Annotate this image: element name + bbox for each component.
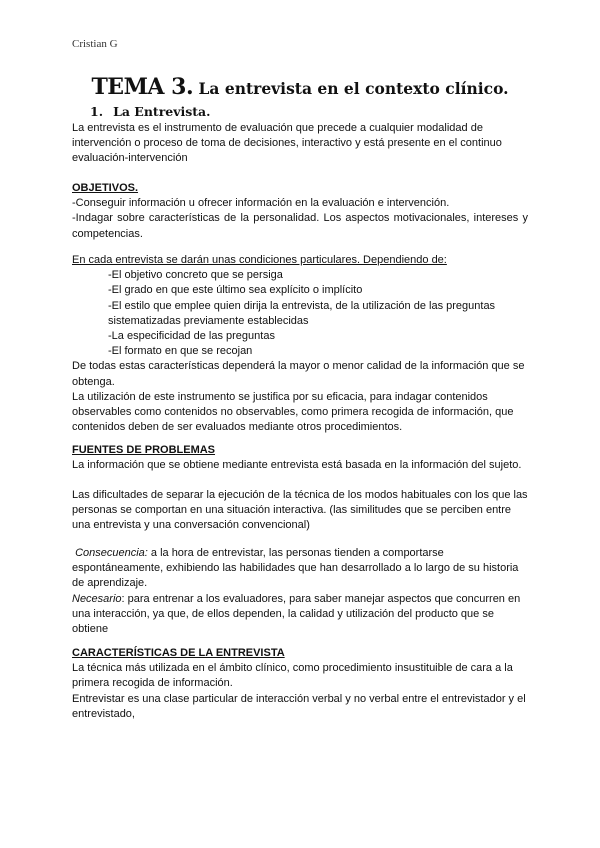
objetivos-item: -Conseguir información u ofrecer información en la evaluación e intervención.	[72, 197, 450, 210]
objetivos-item: -Indagar sobre características de la personalidad. Los aspectos motivacionales, intereses y competencias.	[72, 212, 528, 240]
caracteristicas-paragraph: Entrevistar es una clase particular de interacción verbal y no verbal entre el entrevistador y el entrevistado,	[72, 692, 526, 720]
objetivos-block	[72, 181, 528, 242]
necesario-paragraph	[72, 592, 528, 638]
caracteristicas-paragraph: La técnica más utilizada en el ámbito clínico, como procedimiento insustituible de cara a la primera recogida de información.	[72, 662, 513, 690]
intro-paragraph: La entrevista es el instrumento de evaluación que precede a cualquier modalidad de intervención o proceso de toma de decisiones, interactivo y está presente en el continuo evaluación-intervención	[72, 122, 502, 165]
necesario-text: : para entrenar a los evaluadores, para saber manejar aspectos que concurren en una interacción, ya que, de ellos dependen, la calidad y utilización del producto que se obtiene	[72, 592, 521, 636]
necesario-label: Necesario	[72, 592, 122, 605]
fuentes-paragraph: Las dificultades de separar la ejecución de la técnica de los modos habituales con los que las personas se comportan en una situación interactiva. (las similitudes que se perciben entre una entrevista y una conversación convencional)	[72, 489, 528, 532]
title-rest: La entrevista en el contexto clínico.	[193, 79, 509, 98]
fuentes-dificultades-block	[72, 488, 528, 534]
fuentes-heading: FUENTES DE PROBLEMAS	[72, 444, 216, 456]
section-label: La Entrevista.	[113, 104, 211, 119]
condiciones-item: -La especificidad de las preguntas	[108, 330, 275, 343]
consecuencia-text: a la hora de entrevistar, las personas tienden a comportarse espontáneamente, exhibiendo las habilidades que han desarrollado a lo largo de su historia de aprendizaje.	[72, 547, 519, 590]
page-title	[0, 74, 600, 100]
condiciones-after-paragraph: De todas estas características dependerá la mayor o menor calidad de la información que se obtenga.	[72, 360, 525, 388]
condiciones-item: -El objetivo concreto que se persiga	[108, 269, 283, 282]
condiciones-item: -El grado en que este último sea explícito o implícito	[108, 284, 363, 297]
fuentes-block	[72, 443, 528, 473]
condiciones-item: -El formato en que se recojan	[108, 345, 253, 358]
condiciones-after-paragraph: La utilización de este instrumento se justifica por su eficacia, para indagar contenidos observables como contenidos no observables, como primera recogida de información, que contenidos deben de ser evaluados mediante otros procedimientos.	[72, 390, 514, 434]
consecuencia-paragraph	[72, 546, 528, 592]
caracteristicas-block	[72, 646, 528, 722]
objetivos-heading: OBJETIVOS.	[72, 182, 139, 194]
intro-block	[72, 121, 528, 167]
author-header: Cristian G	[72, 38, 118, 50]
title-prefix: TEMA 3.	[91, 74, 194, 100]
consecuencia-label: Consecuencia:	[75, 547, 148, 559]
condiciones-block	[72, 253, 528, 435]
condiciones-item: -El estilo que emplee quien dirija la entrevista, de la utilización de las preguntas sistematizadas previamente establecidas	[108, 299, 496, 327]
condiciones-intro: En cada entrevista se darán unas condiciones particulares. Dependiendo de:	[72, 254, 447, 266]
fuentes-paragraph: La información que se obtiene mediante entrevista está basada en la información del sujeto.	[72, 459, 522, 472]
section-heading-entrevista	[90, 104, 211, 119]
fuentes-notes-block	[72, 546, 528, 637]
section-number: 1.	[90, 104, 104, 119]
caracteristicas-heading: CARACTERÍSTICAS DE LA ENTREVISTA	[72, 647, 285, 659]
